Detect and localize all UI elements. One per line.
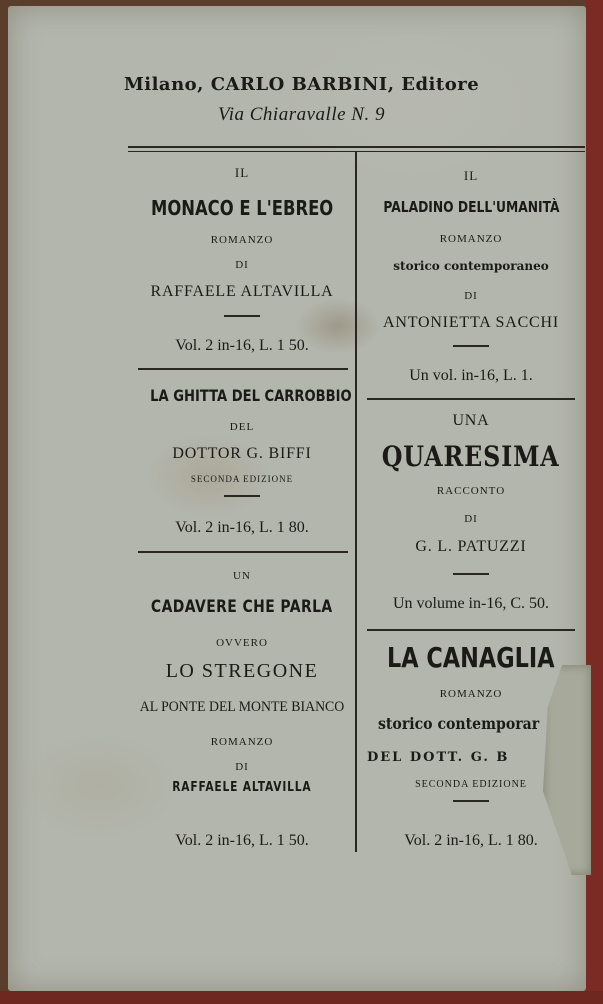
listing-separator xyxy=(138,368,348,370)
listing-title xyxy=(128,597,356,617)
listing-price: Vol. 2 in-16, L. 1 50. xyxy=(175,337,309,354)
listing-edition: SECONDA EDIZIONE xyxy=(190,474,294,484)
ornament-dash xyxy=(453,345,489,347)
listing-title xyxy=(357,198,585,216)
listing-title-text: LA GHITTA DEL CARROBBIO xyxy=(150,386,352,405)
listing-by: DI xyxy=(235,761,249,773)
listing-author: ANTONIETTA SACCHI xyxy=(382,314,560,331)
ornament-dash xyxy=(453,800,489,802)
listing-author: DEL DOTT. G. B xyxy=(367,750,510,765)
ornament-dash xyxy=(224,315,260,317)
listing-subtitle: LO STREGONE xyxy=(165,660,319,682)
listing-price: Vol. 2 in-16, L. 1 50. xyxy=(175,832,309,849)
listing-genre: ROMANZO xyxy=(439,233,503,245)
listing-author: G. L. PATUZZI xyxy=(415,538,527,555)
listing-genre: ROMANZO xyxy=(210,736,274,748)
ornament-dash xyxy=(453,573,489,575)
listing-price: Un vol. in-16, L. 1. xyxy=(409,367,533,384)
listing-edition: SECONDA EDIZIONE xyxy=(415,779,527,790)
listing-title xyxy=(128,386,356,405)
listing-author: RAFFAELE ALTAVILLA xyxy=(150,283,334,300)
header-rule-top xyxy=(128,146,585,148)
listing-by: DI xyxy=(464,290,478,302)
listing-article: UNA xyxy=(452,412,490,429)
book-cover-bottom-edge xyxy=(0,991,603,1004)
listing-title-text: LA CANAGLIA xyxy=(387,641,555,674)
listing-genre: ROMANZO xyxy=(439,688,503,700)
listing-article: IL xyxy=(463,168,479,183)
listing-title xyxy=(128,196,356,220)
listing-title-text: CADAVERE CHE PARLA xyxy=(151,597,333,617)
listing-connector: OVVERO xyxy=(216,637,268,649)
publisher-address: Via Chiaravalle N. 9 xyxy=(218,104,385,125)
listing-separator xyxy=(138,551,348,553)
publisher-line: Milano, CARLO BARBINI, Editore xyxy=(123,74,480,95)
listing-title-text: MONACO E L'EBREO xyxy=(150,196,334,220)
ornament-dash xyxy=(224,495,260,497)
listing-separator xyxy=(367,629,575,631)
listing-article: IL xyxy=(234,165,250,180)
listing-separator xyxy=(367,398,575,400)
listing-price: Vol. 2 in-16, L. 1 80. xyxy=(175,519,309,536)
listing-by: DI xyxy=(235,259,249,271)
listing-genre: RACCONTO xyxy=(436,485,506,497)
listing-title xyxy=(357,440,585,473)
listing-title-text: QUARESIMA xyxy=(382,440,560,473)
listing-by: DI xyxy=(464,513,478,525)
listing-article: UN xyxy=(233,570,251,582)
listing-title xyxy=(357,641,585,674)
listing-author-text: RAFFAELE ALTAVILLA xyxy=(172,780,312,795)
listing-price: Vol. 2 in-16, L. 1 80. xyxy=(404,832,538,849)
listing-genre-2-text: storico contemporar xyxy=(378,714,540,733)
listing-genre: ROMANZO xyxy=(210,234,274,246)
listing-author xyxy=(128,780,356,795)
listing-genre-2: storico contemporaneo xyxy=(393,259,549,273)
listing-genre-2 xyxy=(378,714,561,733)
listing-title-text: PALADINO DELL'UMANITÀ xyxy=(382,198,560,216)
listing-author: DOTTOR G. BIFFI xyxy=(172,445,312,462)
listing-by: DEL xyxy=(229,421,255,433)
listing-price: Un volume in-16, C. 50. xyxy=(393,595,549,612)
listing-subtitle-2: AL PONTE DEL MONTE BIANCO xyxy=(139,699,345,715)
